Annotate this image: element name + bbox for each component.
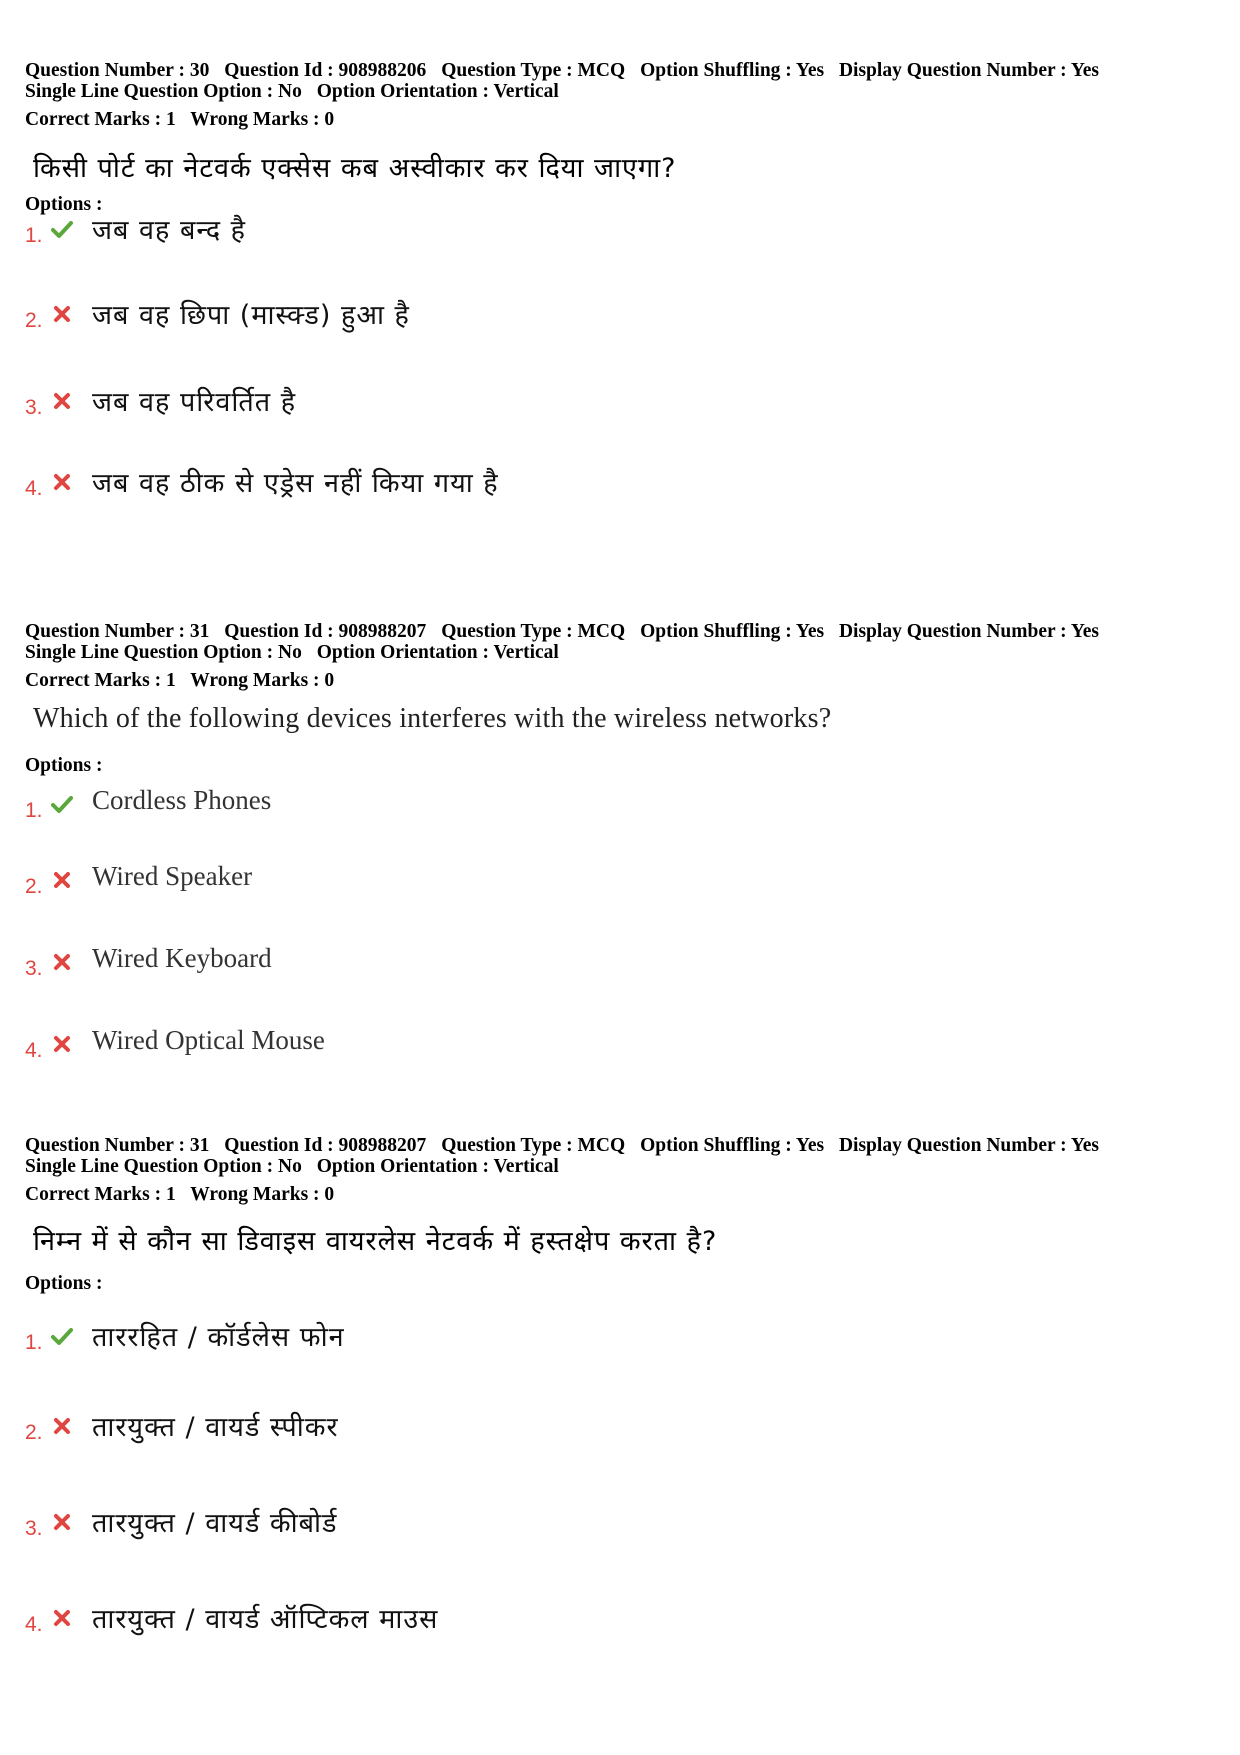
option-item[interactable] [25,1025,925,1065]
option-number: 4. [25,1039,43,1062]
options-label: Options : [25,194,103,215]
question-meta [25,621,1225,642]
option-item[interactable] [25,1407,925,1447]
marks-line [25,670,1225,691]
cross-icon [51,1511,73,1533]
correct-marks: Correct Marks : 1 [25,670,176,691]
option-item[interactable] [25,1599,925,1639]
cross-icon [51,390,73,412]
question-id: Question Id : 908988207 [224,1135,427,1156]
option-text: Wired Speaker [92,861,253,891]
question-number: Question Number : 31 [25,1135,210,1156]
options-label: Options : [25,755,103,776]
question-text: किसी पोर्ट का नेटवर्क एक्सेस कब अस्वीकार कर दिया जाएगा? [33,153,677,184]
cross-icon [51,869,73,891]
option-text: Cordless Phones [92,785,272,815]
option-item[interactable] [25,295,925,335]
option-orientation: Option Orientation : Vertical [316,81,559,102]
option-text: तारयुक्त / वायर्ड ऑप्टिकल माउस [92,1604,439,1635]
option-text: ताररहित / कॉर्डलेस फोन [92,1322,345,1353]
cross-icon [51,471,73,493]
option-text: Wired Keyboard [92,943,272,973]
question-block-30 [25,60,1225,500]
option-text: जब वह छिपा (मास्क्ड) हुआ है [92,300,410,331]
cross-icon [51,1607,73,1629]
question-meta [25,1135,1225,1156]
marks-line [25,109,1225,130]
cross-icon [51,1033,73,1055]
option-item[interactable] [25,861,925,901]
check-icon [51,1325,73,1347]
option-orientation: Option Orientation : Vertical [316,642,559,663]
option-item[interactable] [25,943,925,983]
option-number: 3. [25,396,43,419]
option-number: 1. [25,1331,43,1354]
option-text: जब वह ठीक से एड्रेस नहीं किया गया है [92,468,499,499]
question-number: Question Number : 30 [25,60,210,81]
question-type: Question Type : MCQ [441,621,626,642]
question-text: Which of the following devices interferes with the wireless networks? [33,703,832,734]
wrong-marks: Wrong Marks : 0 [190,1184,335,1205]
display-question-number: Display Question Number : Yes [838,1135,1099,1156]
question-text: निम्न में से कौन सा डिवाइस वायरलेस नेटवर्क में हस्तक्षेप करता है? [33,1226,718,1257]
option-item[interactable] [25,210,925,250]
option-shuffling: Option Shuffling : Yes [640,60,825,81]
question-meta-line2 [25,81,1225,102]
option-number: 3. [25,957,43,980]
question-type: Question Type : MCQ [441,1135,626,1156]
marks-line [25,1184,1225,1205]
question-meta-line2 [25,642,1225,663]
single-line-option: Single Line Question Option : No [25,1156,302,1177]
single-line-option: Single Line Question Option : No [25,642,302,663]
option-shuffling: Option Shuffling : Yes [640,621,825,642]
option-number: 2. [25,1421,43,1444]
question-type: Question Type : MCQ [441,60,626,81]
question-block-31-english [25,621,1225,1062]
option-item[interactable] [25,1317,925,1357]
question-block-31-hindi [25,1135,1225,1636]
check-icon [51,793,73,815]
check-icon [51,218,73,240]
question-meta [25,60,1225,81]
question-meta-line2 [25,1156,1225,1177]
option-number: 2. [25,875,43,898]
option-number: 1. [25,224,43,247]
option-text: तारयुक्त / वायर्ड कीबोर्ड [92,1508,338,1539]
display-question-number: Display Question Number : Yes [838,621,1099,642]
single-line-option: Single Line Question Option : No [25,81,302,102]
option-item[interactable] [25,1503,925,1543]
cross-icon [51,1415,73,1437]
option-text: जब वह बन्द है [92,215,246,246]
option-number: 3. [25,1517,43,1540]
option-text: जब वह परिवर्तित है [92,387,297,418]
option-item[interactable] [25,463,925,503]
option-number: 4. [25,477,43,500]
wrong-marks: Wrong Marks : 0 [190,670,335,691]
question-id: Question Id : 908988206 [224,60,427,81]
correct-marks: Correct Marks : 1 [25,1184,176,1205]
question-id: Question Id : 908988207 [224,621,427,642]
options-label: Options : [25,1273,103,1294]
option-text: तारयुक्त / वायर्ड स्पीकर [92,1412,339,1443]
option-orientation: Option Orientation : Vertical [316,1156,559,1177]
option-number: 2. [25,309,43,332]
question-number: Question Number : 31 [25,621,210,642]
option-number: 4. [25,1613,43,1636]
option-item[interactable] [25,785,925,825]
option-shuffling: Option Shuffling : Yes [640,1135,825,1156]
option-number: 1. [25,799,43,822]
wrong-marks: Wrong Marks : 0 [190,109,335,130]
correct-marks: Correct Marks : 1 [25,109,176,130]
display-question-number: Display Question Number : Yes [838,60,1099,81]
cross-icon [51,951,73,973]
option-item[interactable] [25,382,925,422]
cross-icon [51,303,73,325]
option-text: Wired Optical Mouse [92,1025,325,1055]
